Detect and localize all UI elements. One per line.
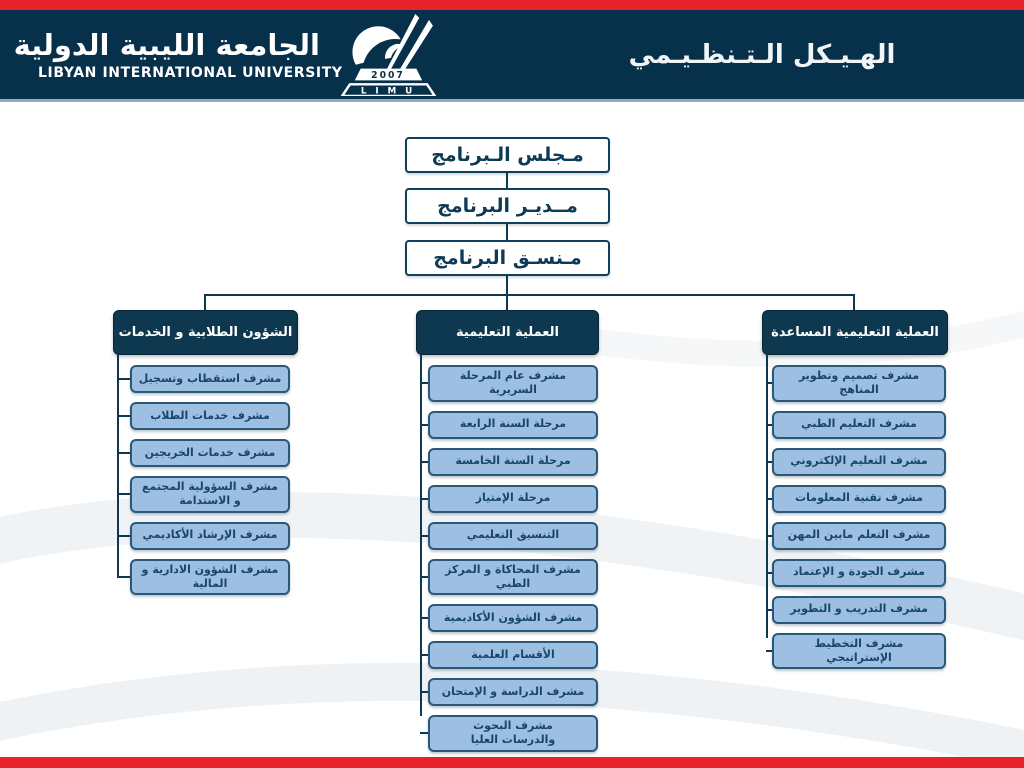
branch-item: مشرف استقطاب وتسجيل xyxy=(130,365,290,393)
logo-year-text: 2007 xyxy=(371,69,405,81)
logo-acronym-text: L I M U xyxy=(360,86,416,96)
branch-item: مشرف الدراسة و الإمتحان xyxy=(428,678,598,706)
branch-item: مشرف التعليم الإلكتروني xyxy=(772,448,946,476)
branch-item: مشرف الشؤون الأكاديمية xyxy=(428,604,598,632)
connector-drop-middle xyxy=(506,294,508,311)
branch-items xyxy=(130,365,298,595)
branch-educational-process xyxy=(416,310,599,752)
branch-item: مشرف التعليم الطبي xyxy=(772,411,946,439)
branch-item: مرحلة السنة الرابعة xyxy=(428,411,598,439)
branch-item: مشرف تقنية المعلومات xyxy=(772,485,946,513)
branch-item: مشرف السؤولية المجتمع و الاستدامة xyxy=(130,476,290,513)
connector-horizontal-bus xyxy=(204,294,855,296)
branch-connector-line xyxy=(117,355,119,576)
branch-supporting-educational-process xyxy=(762,310,948,669)
branch-item: مشرف المحاكاة و المركز الطبي xyxy=(428,559,598,596)
branch-item: مشرف تصميم وتطوير المناهج xyxy=(772,365,946,402)
branch-item: مشرف التعلم مابين المهن xyxy=(772,522,946,550)
branch-item: مشرف خدمات الطلاب xyxy=(130,402,290,430)
branch-item: مشرف البحوث والدرسات العليا xyxy=(428,715,598,752)
branch-connector-line xyxy=(766,355,768,638)
connector-drop-left xyxy=(204,294,206,311)
branch-item: مشرف الإرشاد الأكاديمي xyxy=(130,522,290,550)
connector-council-director xyxy=(506,172,508,189)
branch-item: الأقسام العلمية xyxy=(428,641,598,669)
branch-item: مشرف الشؤون الادارية و المالية xyxy=(130,559,290,596)
branch-item: مرحلة الإمتياز xyxy=(428,485,598,513)
connector-coordinator-trunk xyxy=(506,275,508,295)
university-name-english: LIBYAN INTERNATIONAL UNIVERSITY xyxy=(38,64,343,81)
connector-drop-right xyxy=(853,294,855,311)
page-title: الهـيـكل الـتـنظـيـمي xyxy=(628,39,896,70)
university-name-arabic-calligraphy: الجامعة الليبية الدولية xyxy=(13,28,320,63)
bottom-red-stripe xyxy=(0,757,1024,768)
branch-items xyxy=(772,365,948,669)
node-program-director: مــديـر البرنامج xyxy=(405,188,610,224)
branch-student-affairs-services xyxy=(113,310,298,595)
branch-item: التنسيق التعليمي xyxy=(428,522,598,550)
node-program-council: مـجلس الـبرنامج xyxy=(405,137,610,173)
branch-item: مشرف عام المرحلة السريرية xyxy=(428,365,598,402)
branch-item: مشرف خدمات الخريجين xyxy=(130,439,290,467)
branch-items xyxy=(428,365,599,752)
node-program-coordinator: مـنسـق البرنامج xyxy=(405,240,610,276)
connector-director-coordinator xyxy=(506,223,508,241)
branch-item: مشرف الجودة و الإعتماد xyxy=(772,559,946,587)
branch-item: مشرف التخطيط الإستراتيجي xyxy=(772,633,946,670)
branch-header-student-affairs-services: الشؤون الطلابية و الخدمات xyxy=(113,310,298,355)
branch-item: مرحلة السنة الخامسة xyxy=(428,448,598,476)
branch-header-educational-process: العملية التعليمية xyxy=(416,310,599,355)
branch-item: مشرف التدريب و التطوير xyxy=(772,596,946,624)
branch-header-supporting-educational-process: العملية التعليمية المساعدة xyxy=(762,310,948,355)
